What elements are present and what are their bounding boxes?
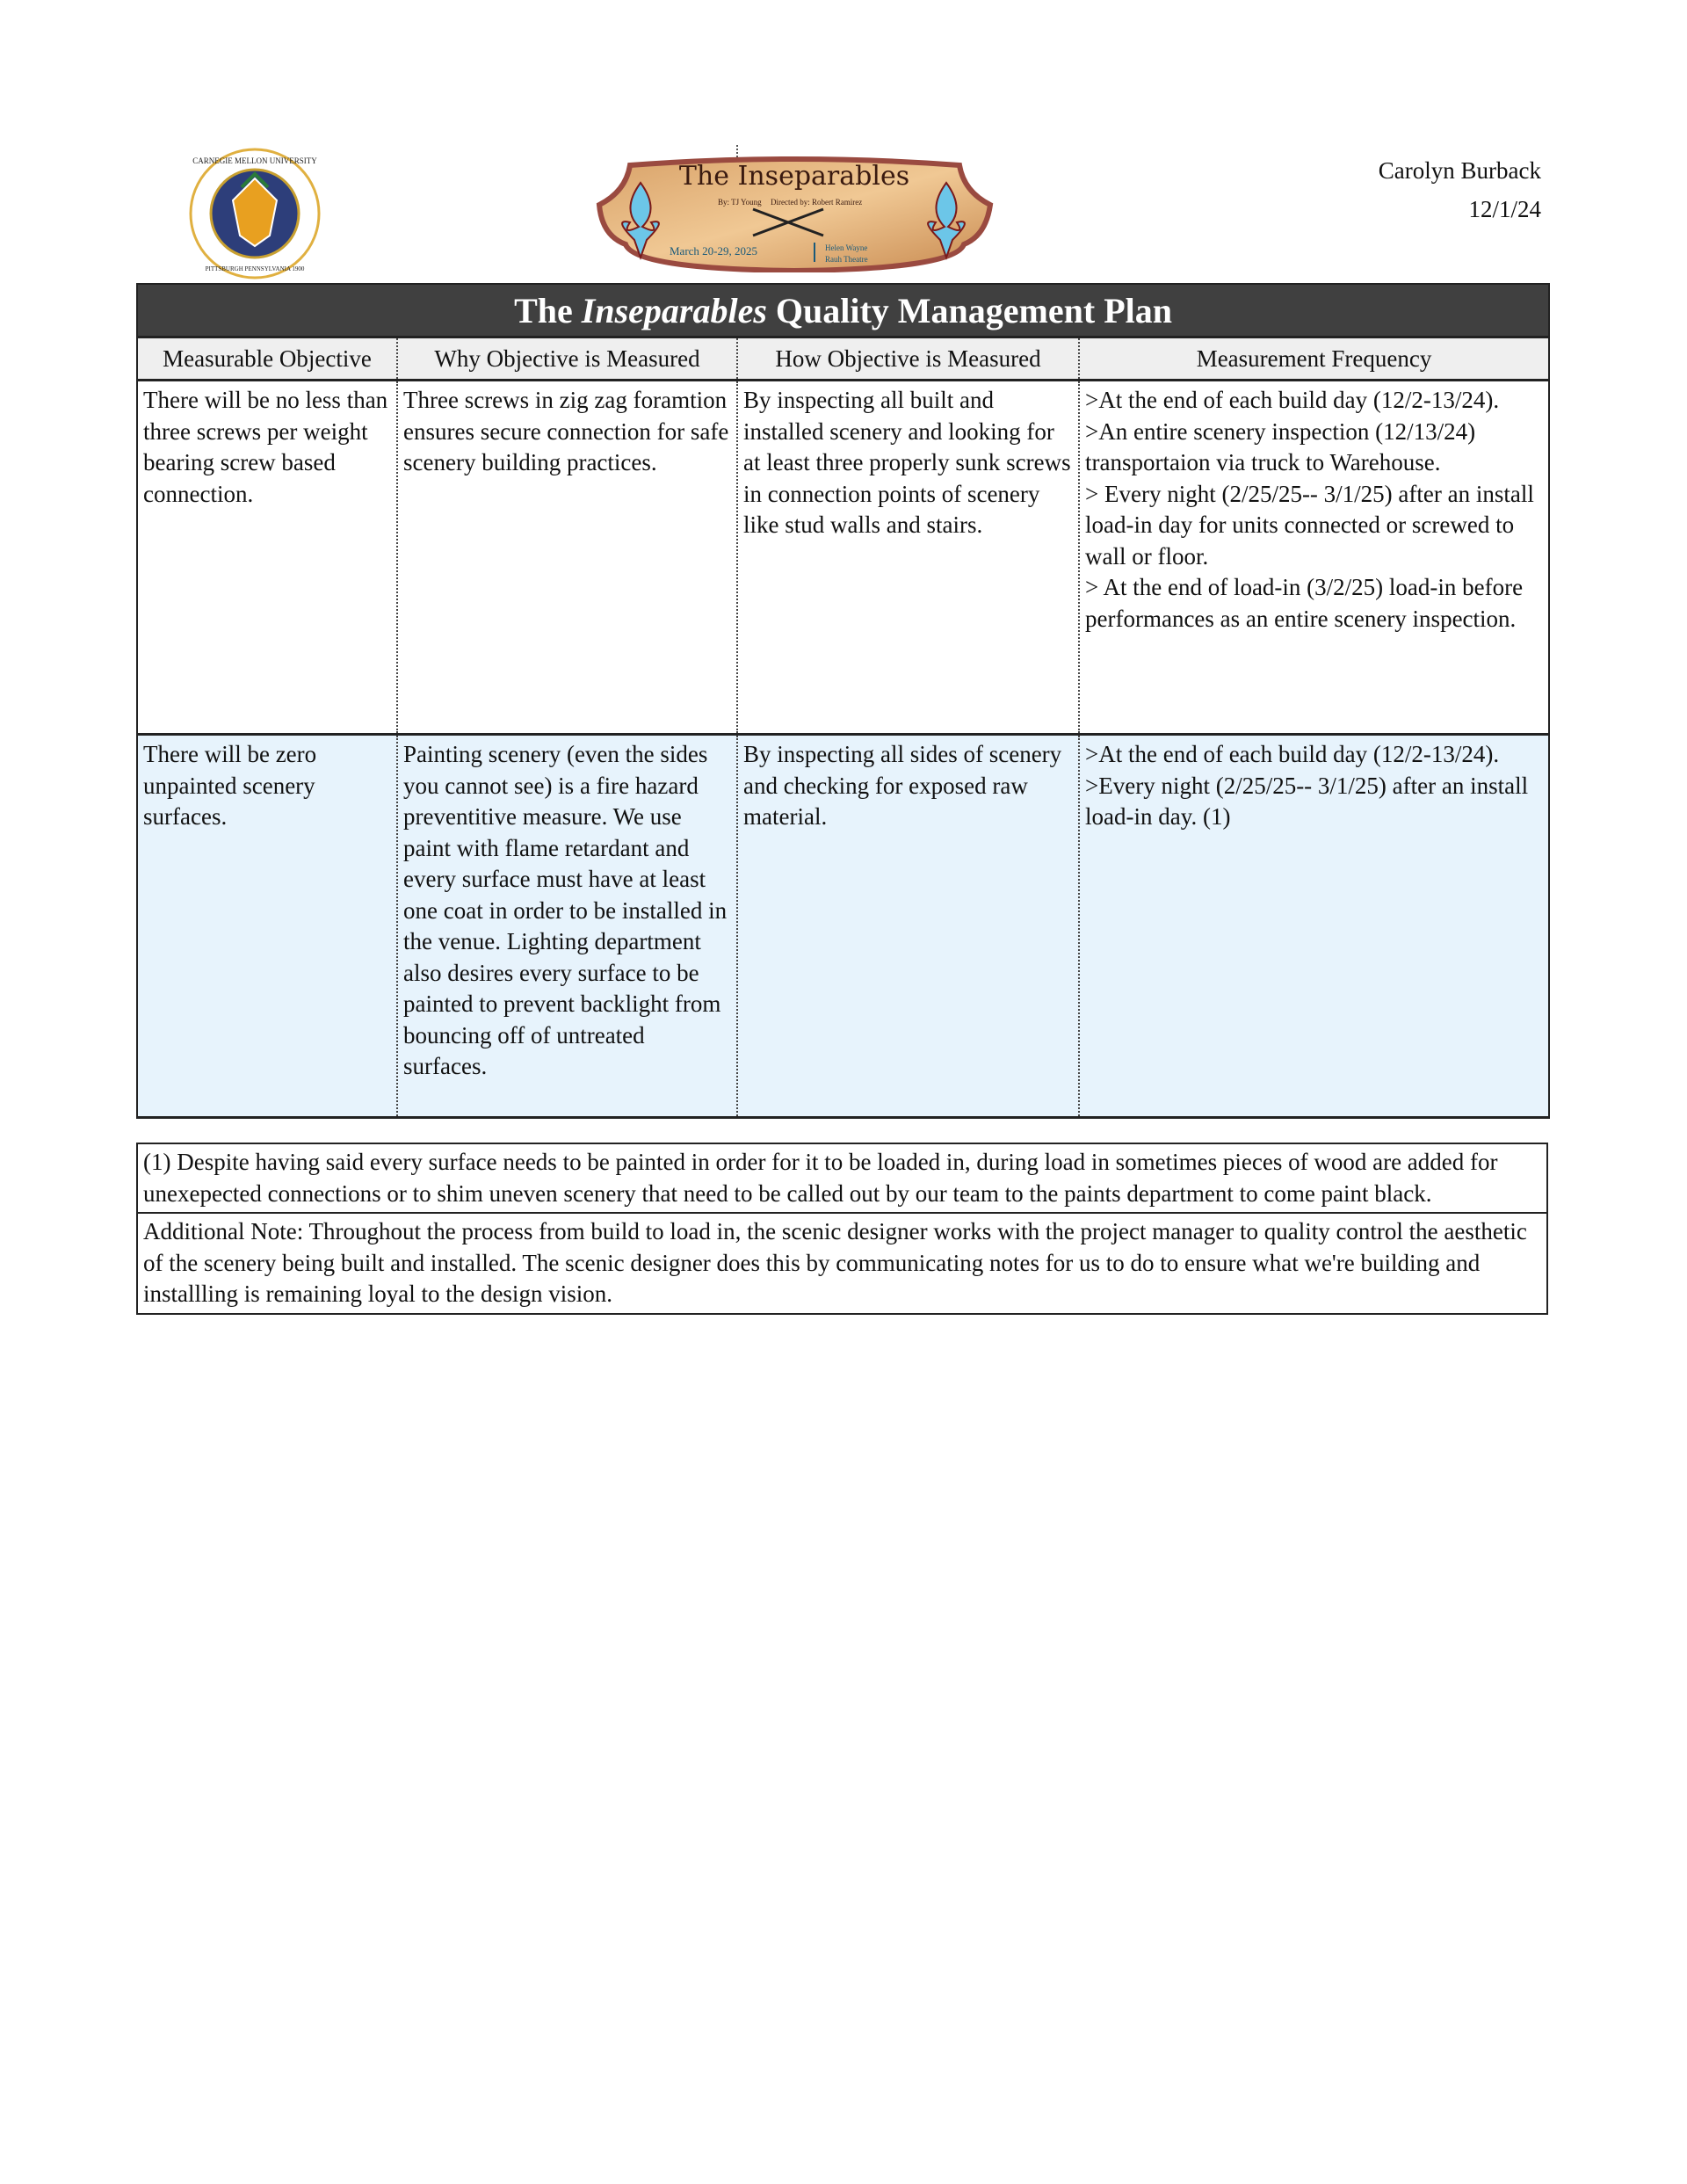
- svg-text:PITTSBURGH PENNSYLVANIA 1900: PITTSBURGH PENNSYLVANIA 1900: [205, 265, 305, 272]
- frequency-cell: [1079, 735, 1549, 1118]
- why-cell: Painting scenery (even the sides you cannot see) is a fire hazard preventitive measure. We use paint with flame retardant and every surface must have at least one coat in order to be installed in the venue. Lighting department also desires every surface to be painted to prevent backlight from bouncing off of untreated surfaces.: [397, 735, 737, 1118]
- frequency-cell: [1079, 381, 1549, 735]
- how-cell: By inspecting all built and installed scenery and looking for at least three properly sunk screws in connection points of scenery like stud walls and stairs.: [737, 381, 1079, 735]
- frequency-item: > At the end of load-in (3/2/25) load-in before performances as an entire scenery inspection.: [1085, 574, 1524, 632]
- svg-text:Rauh Theatre: Rauh Theatre: [825, 255, 868, 264]
- frequency-item: >Every night (2/25/25-- 3/1/25) after an install load-in day. (1): [1085, 772, 1529, 830]
- svg-text:Helen Wayne: Helen Wayne: [825, 243, 868, 252]
- notes-box: [136, 1143, 1548, 1315]
- svg-text:By: TJ Young: By: TJ Young: [718, 198, 762, 207]
- column-header: Why Objective is Measured: [397, 337, 737, 381]
- table-title: The Inseparables Quality Management Plan: [137, 284, 1549, 337]
- additional-note: Additional Note: Throughout the process from build to load in, the scenic designer works with the project manager to quality control the aesthetic of the scenery being built and installed. The scenic designer does this by communicating notes for us to do to ensure what we're building and installling is remaining loyal to the design vision.: [138, 1212, 1546, 1313]
- document-date: 12/1/24: [1468, 196, 1541, 222]
- quality-management-table: [136, 283, 1550, 1119]
- author-block: [1379, 151, 1541, 229]
- svg-text:The Inseparables: The Inseparables: [678, 161, 910, 192]
- objective-cell: There will be zero unpainted scenery surfaces.: [137, 735, 397, 1118]
- show-banner-logo: [595, 156, 995, 272]
- column-header: Measurement Frequency: [1079, 337, 1549, 381]
- cmu-seal-logo: [189, 148, 321, 279]
- svg-text:CARNEGIE MELLON UNIVERSITY: CARNEGIE MELLON UNIVERSITY: [192, 156, 317, 165]
- author-name: Carolyn Burback: [1378, 157, 1541, 184]
- frequency-item: >An entire scenery inspection (12/13/24) transportaion via truck to Warehouse.: [1085, 417, 1476, 475]
- footnote: (1) Despite having said every surface needs to be painted in order for it to be loaded in, during load in sometimes pieces of wood are added for unexepected connections or to shim uneven scenery that need to be called out by our team to the paints department to come paint black.: [143, 1149, 1498, 1207]
- column-header: Measurable Objective: [137, 337, 397, 381]
- table-row: [137, 381, 1549, 735]
- how-cell: By inspecting all sides of scenery and checking for exposed raw material.: [737, 735, 1079, 1118]
- svg-text:Directed by: Robert Ramirez: Directed by: Robert Ramirez: [771, 198, 863, 207]
- svg-text:March 20-29, 2025: March 20-29, 2025: [670, 244, 758, 258]
- why-cell: Three screws in zig zag foramtion ensures secure connection for safe scenery building practices.: [397, 381, 737, 735]
- table-row: [137, 735, 1549, 1118]
- frequency-item: > Every night (2/25/25-- 3/1/25) after an install load-in day for units connected or screwed to wall or floor.: [1085, 480, 1534, 570]
- column-header: How Objective is Measured: [737, 337, 1079, 381]
- frequency-item: >At the end of each build day (12/2-13/24).: [1085, 741, 1500, 767]
- frequency-item: >At the end of each build day (12/2-13/24).: [1085, 387, 1500, 413]
- objective-cell: There will be no less than three screws per weight bearing screw based connection.: [137, 381, 397, 735]
- page-divider-mark: [736, 145, 738, 157]
